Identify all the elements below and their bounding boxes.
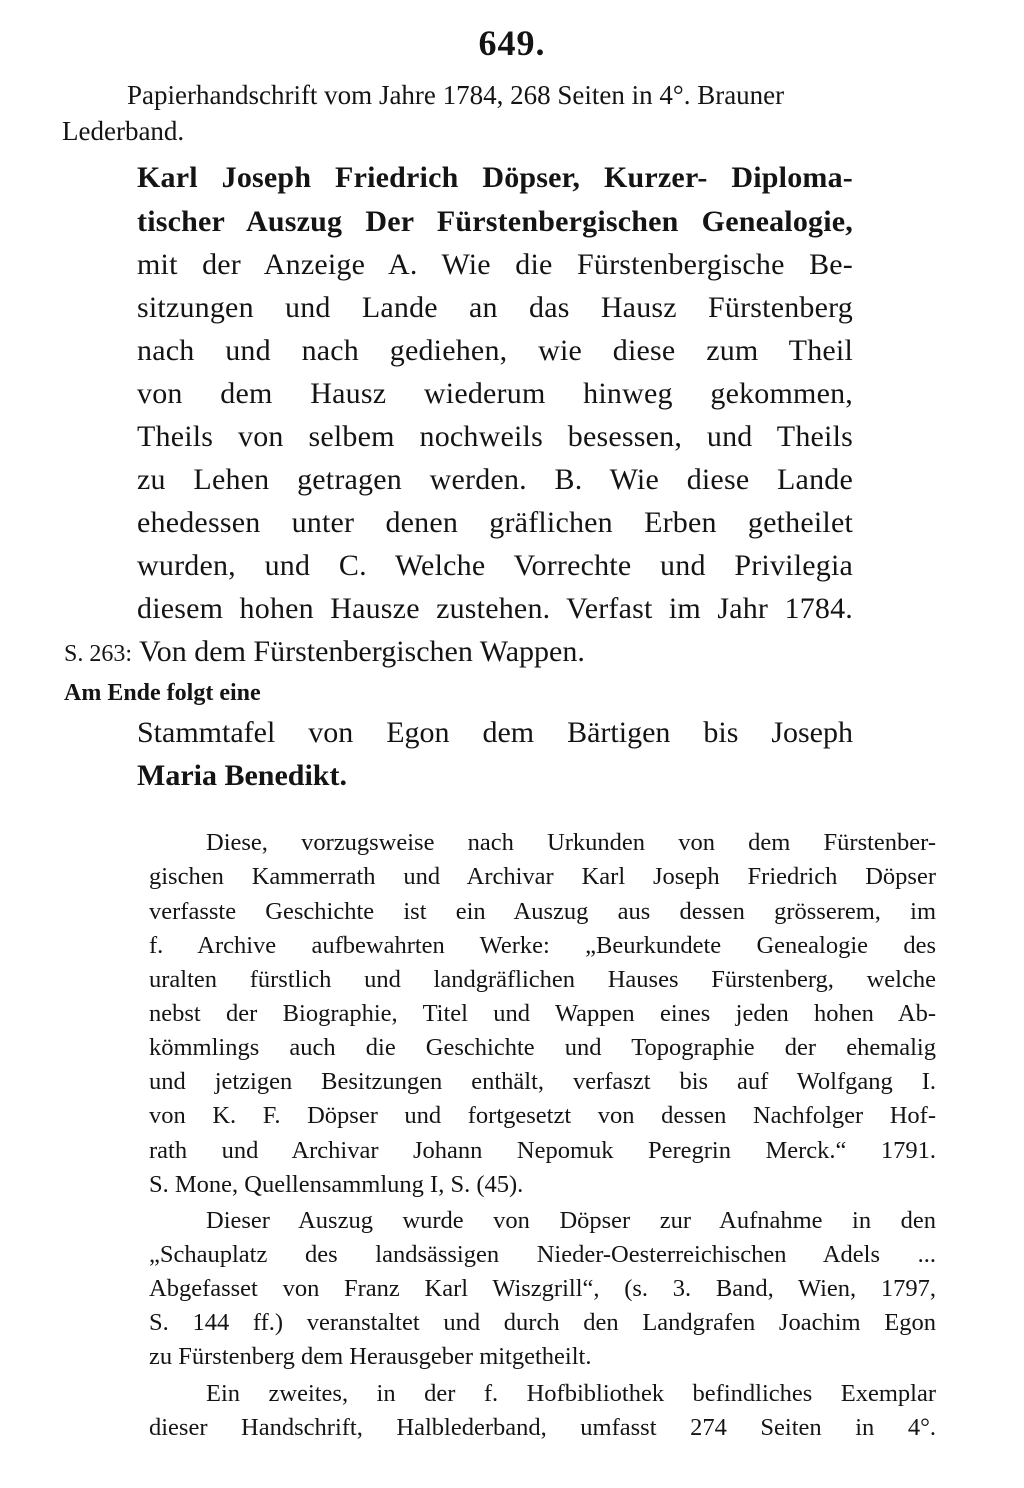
commentary-line: Abgefasset von Franz Karl Wiszgrill“, (s. 3. Band, Wien, 1797, — [149, 1275, 936, 1302]
title-line-9: ehedessen unter denen gräflichen Erben getheilet — [137, 506, 853, 539]
commentary-line: dieser Handschrift, Halblederband, umfasst 274 Seiten in 4°. — [149, 1414, 936, 1441]
commentary-line: S. Mone, Quellensammlung I, S. (45). — [149, 1171, 524, 1198]
commentary-line: kömmlings auch die Geschichte und Topographie der ehemalig — [149, 1034, 936, 1061]
title-line-4: sitzungen und Lande an das Hausz Fürstenberg — [137, 291, 853, 324]
commentary-line: nebst der Biographie, Titel und Wappen eines jeden hohen Ab- — [149, 1000, 936, 1027]
intro-line-1: Papierhandschrift vom Jahre 1784, 268 Seiten in 4°. Brauner — [127, 80, 785, 110]
commentary-line: f. Archive aufbewahrten Werke: „Beurkundete Genealogie des — [149, 932, 936, 959]
commentary-line: uralten fürstlich und landgräflichen Hauses Fürstenberg, welche — [149, 966, 936, 993]
title-line-2: tischer Auszug Der Fürstenbergischen Genealogie, — [137, 205, 853, 238]
title-line-10: wurden, und C. Welche Vorrechte und Privilegia — [137, 549, 853, 582]
title-line-8: zu Lehen getragen werden. B. Wie diese Lande — [137, 463, 853, 496]
commentary-line: „Schauplatz des landsässigen Nieder-Oesterreichischen Adels ... — [149, 1241, 936, 1268]
commentary-line: S. 144 ff.) veranstaltet und durch den Landgrafen Joachim Egon — [149, 1309, 936, 1336]
commentary-line: und jetzigen Besitzungen enthält, verfaszt bis auf Wolfgang I. — [149, 1068, 936, 1095]
title-line-1: Karl Joseph Friedrich Döpser, Kurzer- Diploma- — [137, 161, 853, 194]
title-line-6: von dem Hausz wiederum hinweg gekommen, — [137, 377, 853, 410]
section-text: Von dem Fürstenbergischen Wappen. — [138, 635, 585, 668]
commentary-line: Diese, vorzugsweise nach Urkunden von dem Fürstenber- — [206, 829, 936, 856]
page-number: 649. — [478, 23, 546, 63]
commentary-line: zu Fürstenberg dem Herausgeber mitgetheilt. — [149, 1343, 592, 1370]
commentary-line: Dieser Auszug wurde von Döpser zur Aufnahme in den — [206, 1207, 936, 1234]
section-line — [64, 635, 585, 669]
intro-line-2: Lederband. — [62, 116, 185, 146]
title-line-7: Theils von selbem nochweils besessen, und Theils — [137, 420, 853, 453]
title-line-3: mit der Anzeige A. Wie die Fürstenbergische Be- — [137, 248, 853, 281]
title-line-11: diesem hohen Hausze zustehen. Verfast im Jahr 1784. — [137, 592, 853, 625]
appendix-line-1: Stammtafel von Egon dem Bärtigen bis Joseph — [137, 716, 853, 749]
section-ref: S. 263: — [64, 641, 133, 667]
commentary-line: Ein zweites, in der f. Hofbibliothek befindliches Exemplar — [206, 1380, 936, 1407]
appendix-line-2: Maria Benedikt. — [137, 759, 347, 792]
appendix-intro: Am Ende folgt eine — [64, 680, 261, 706]
commentary-line: rath und Archivar Johann Nepomuk Peregrin Merck.“ 1791. — [149, 1137, 936, 1164]
title-line-5: nach und nach gediehen, wie diese zum Theil — [137, 334, 853, 367]
commentary-line: gischen Kammerrath und Archivar Karl Joseph Friedrich Döpser — [149, 863, 936, 890]
commentary-line: verfasste Geschichte ist ein Auszug aus dessen grösserem, im — [149, 898, 936, 925]
commentary-line: von K. F. Döpser und fortgesetzt von dessen Nachfolger Hof- — [149, 1102, 936, 1129]
